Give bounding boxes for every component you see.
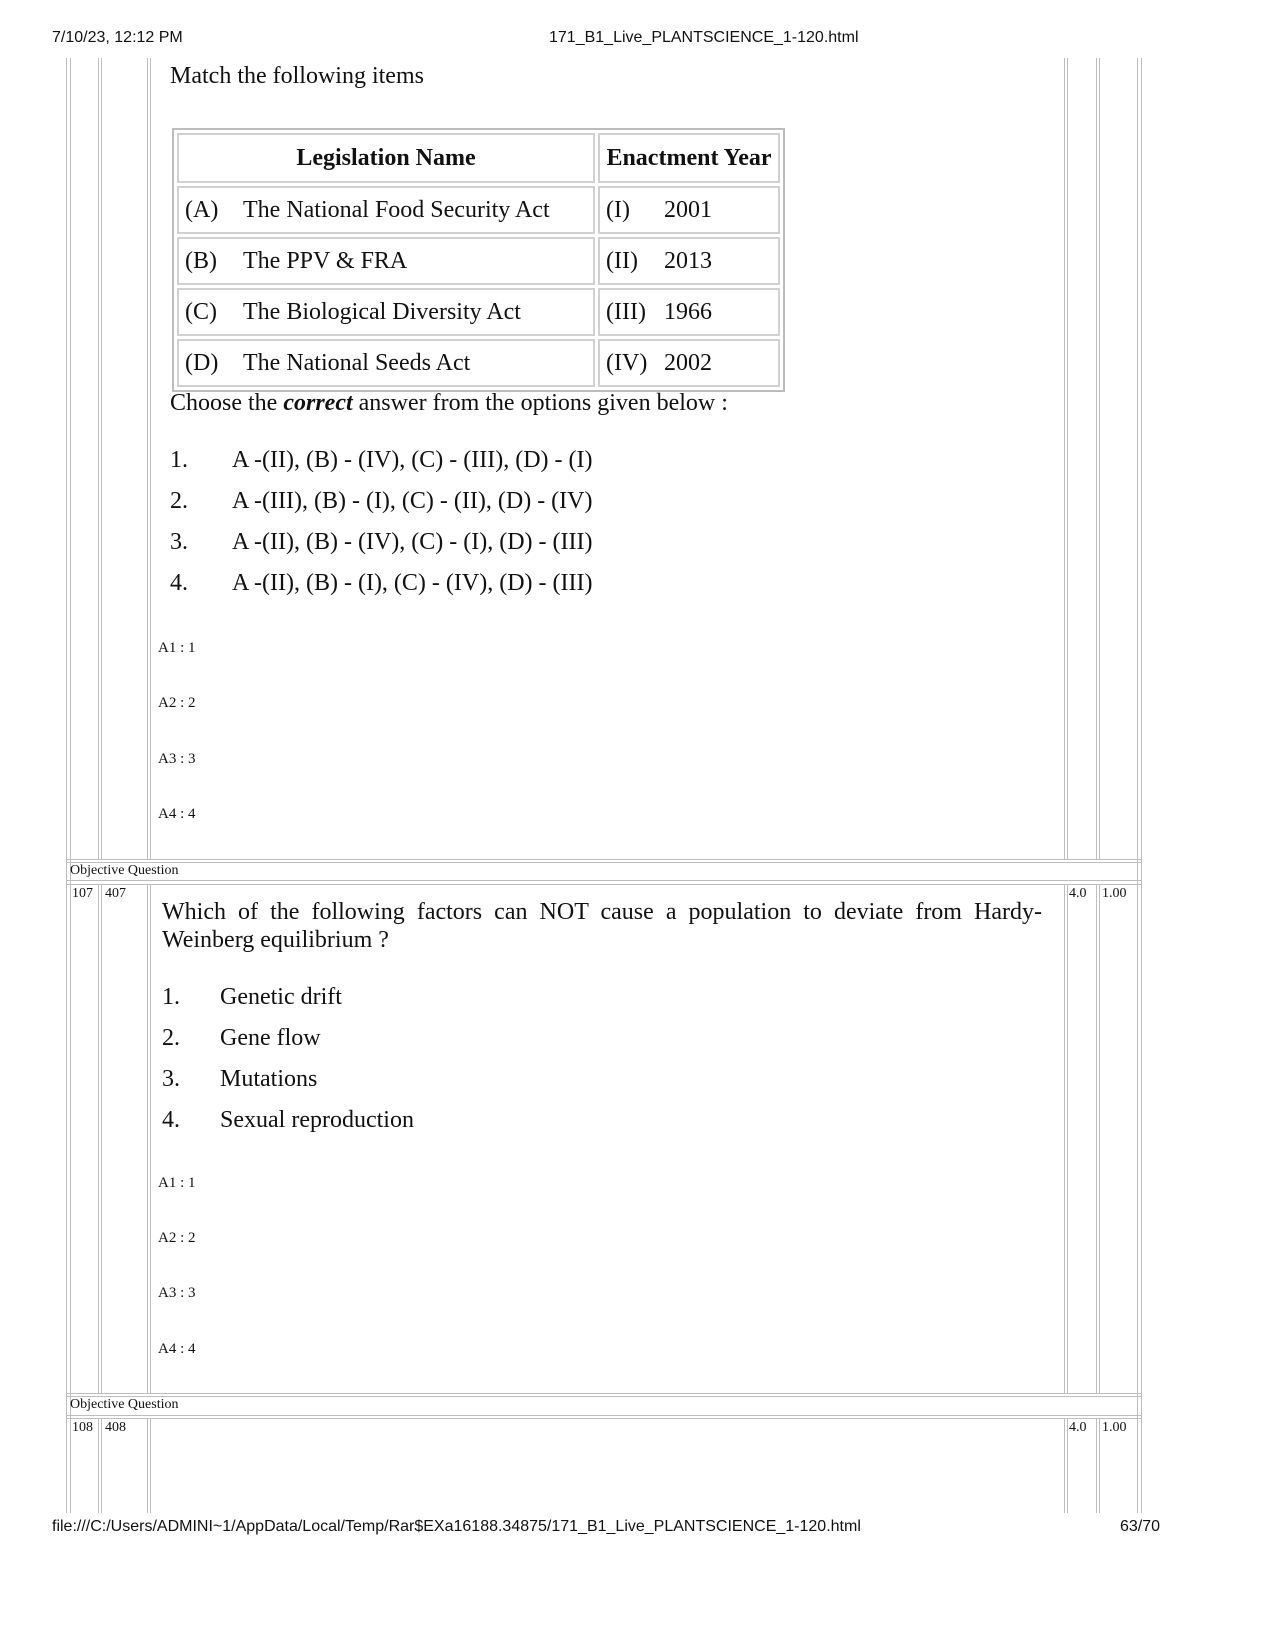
table-row	[177, 288, 780, 336]
border-line	[101, 58, 102, 860]
option-4: 4. A -(II), (B) - (I), (C) - (IV), (D) - (III)	[170, 570, 593, 596]
match-table	[172, 128, 785, 392]
legislation-name: The Biological Diversity Act	[243, 298, 521, 325]
legislation-name: The National Seeds Act	[243, 349, 471, 376]
answer-1: A1 : 1	[158, 1175, 196, 1191]
year-label: (II)	[606, 247, 638, 274]
answer-2: A2 : 2	[158, 1230, 196, 1246]
option-3: 3. A -(II), (B) - (IV), (C) - (I), (D) - (III)	[170, 529, 593, 555]
row-label: (A)	[185, 196, 219, 223]
option-2: 2. A -(III), (B) - (I), (C) - (II), (D) - (IV)	[170, 488, 593, 514]
legislation-name: The National Food Security Act	[243, 196, 550, 223]
section-label: Objective Question	[70, 1397, 179, 1412]
border-line	[70, 58, 71, 1513]
option-2: 2. Gene flow	[162, 1025, 321, 1051]
border-line	[98, 1418, 99, 1513]
question-negative-marks: 1.00	[1102, 1420, 1127, 1435]
option-3: 3. Mutations	[162, 1066, 318, 1092]
option-4: 4. Sexual reproduction	[162, 1107, 414, 1133]
print-datetime: 7/10/23, 12:12 PM	[52, 29, 183, 46]
border-line	[66, 862, 1141, 863]
border-line	[66, 880, 1141, 881]
question-id: 408	[105, 1420, 126, 1435]
border-line	[147, 884, 148, 1394]
border-line	[66, 1418, 1141, 1419]
border-line	[1067, 1418, 1068, 1513]
border-line	[1141, 58, 1142, 1513]
col-legislation-name: Legislation Name	[177, 133, 595, 183]
print-page-number: 63/70	[1120, 1518, 1161, 1535]
question-marks: 4.0	[1069, 886, 1087, 901]
border-line	[101, 884, 102, 1394]
row-label: (D)	[185, 349, 219, 376]
border-line	[147, 58, 148, 860]
answer-4: A4 : 4	[158, 806, 196, 822]
border-line	[66, 859, 1141, 860]
border-line	[66, 1396, 1141, 1397]
row-label: (B)	[185, 247, 217, 274]
border-line	[1064, 1418, 1065, 1513]
border-line	[101, 1418, 102, 1513]
border-line	[1099, 884, 1100, 1394]
border-line	[98, 884, 99, 1394]
year: 2001	[664, 196, 712, 223]
year-label: (I)	[606, 196, 630, 223]
choose-instruction: Choose the correct answer from the options given below :	[170, 390, 728, 416]
answer-4: A4 : 4	[158, 1341, 196, 1357]
year-label: (III)	[606, 298, 646, 325]
question-serial: 107	[72, 886, 93, 901]
border-line	[66, 1415, 1141, 1416]
border-line	[66, 1393, 1141, 1394]
border-line	[66, 884, 1141, 885]
border-line	[150, 58, 151, 860]
question-negative-marks: 1.00	[1102, 886, 1127, 901]
year: 2013	[664, 247, 712, 274]
border-line	[1099, 58, 1100, 860]
year: 2002	[664, 349, 712, 376]
border-line	[1067, 58, 1068, 860]
year-label: (IV)	[606, 349, 648, 376]
border-line	[1064, 58, 1065, 860]
table-row	[177, 186, 780, 234]
border-line	[1137, 58, 1138, 1513]
row-label: (C)	[185, 298, 217, 325]
question-serial: 108	[72, 1420, 93, 1435]
question-text: Which of the following factors can NOT cause a population to deviate from Hardy-Weinberg equilibrium ?	[162, 899, 1042, 953]
border-line	[147, 1418, 148, 1513]
border-line	[150, 884, 151, 1394]
table-row	[177, 237, 780, 285]
print-file-path: file:///C:/Users/ADMINI~1/AppData/Local/Temp/Rar$EXa16188.34875/171_B1_Live_PLANTSCIENCE_1-120.html	[52, 1518, 861, 1535]
year: 1966	[664, 298, 712, 325]
col-enactment-year: Enactment Year	[598, 133, 780, 183]
border-line	[1096, 58, 1097, 860]
option-1: 1. Genetic drift	[162, 984, 342, 1010]
border-line	[150, 1418, 151, 1513]
border-line	[98, 58, 99, 860]
answer-3: A3 : 3	[158, 1285, 196, 1301]
legislation-name: The PPV & FRA	[243, 247, 408, 274]
border-line	[1064, 884, 1065, 1394]
option-1: 1. A -(II), (B) - (IV), (C) - (III), (D) - (I)	[170, 447, 593, 473]
question-marks: 4.0	[1069, 1420, 1087, 1435]
border-line	[1096, 884, 1097, 1394]
border-line	[1096, 1418, 1097, 1513]
border-line	[66, 58, 67, 1513]
match-prompt: Match the following items	[170, 63, 424, 89]
question-id: 407	[105, 886, 126, 901]
print-title: 171_B1_Live_PLANTSCIENCE_1-120.html	[549, 29, 859, 46]
border-line	[1067, 884, 1068, 1394]
table-row	[177, 339, 780, 387]
answer-1: A1 : 1	[158, 640, 196, 656]
section-label: Objective Question	[70, 863, 179, 878]
answer-3: A3 : 3	[158, 751, 196, 767]
answer-2: A2 : 2	[158, 695, 196, 711]
border-line	[1099, 1418, 1100, 1513]
